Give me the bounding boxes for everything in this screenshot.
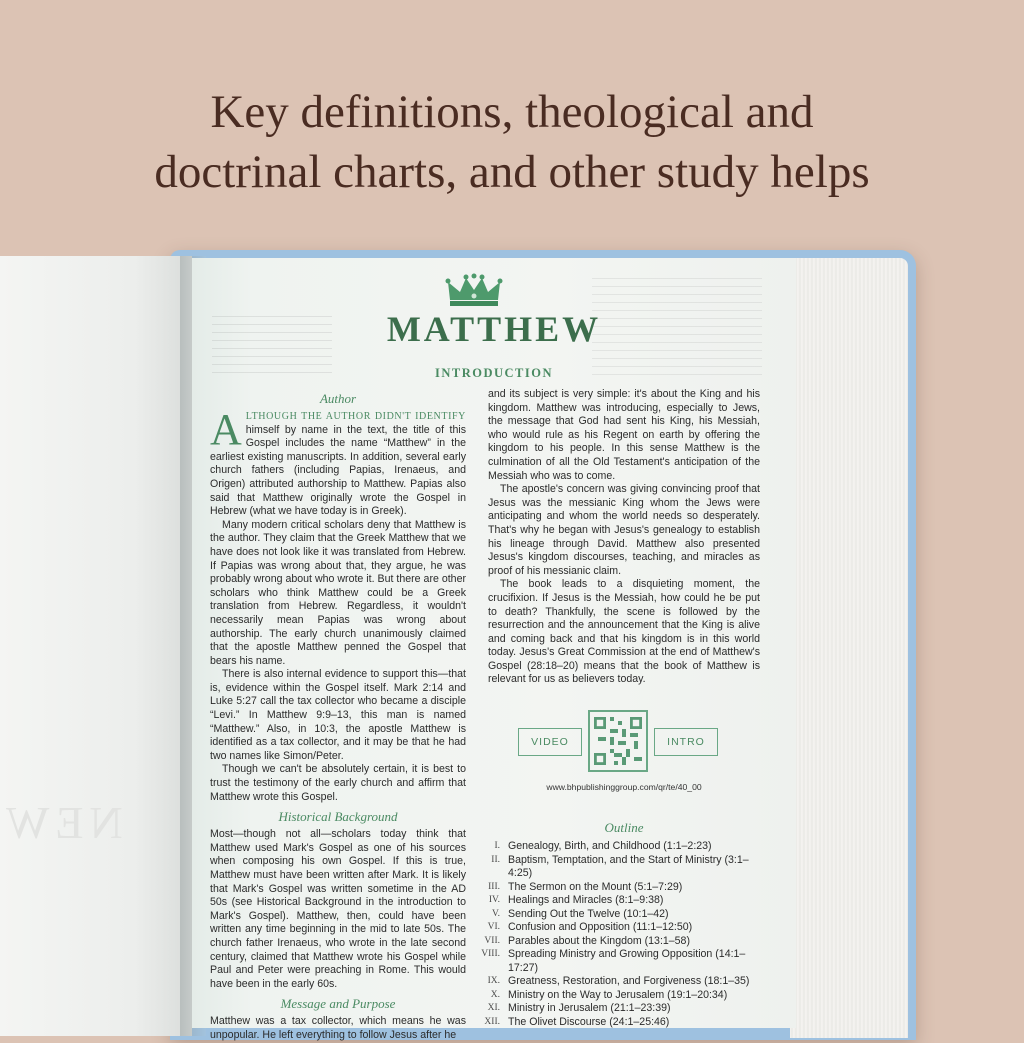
- outline-list: [480, 840, 770, 1029]
- outline-item-number: II.: [491, 854, 500, 865]
- outline-item-number: XII.: [484, 1016, 500, 1027]
- outline-item-text: The Sermon on the Mount (5:1–7:29): [508, 880, 683, 893]
- outline-item-text: Ministry in Jerusalem (21:1–23:39): [508, 1002, 671, 1014]
- message-heading: Message and Purpose: [280, 996, 396, 1012]
- crown-icon: [446, 274, 502, 308]
- outline-item: [480, 975, 770, 989]
- outline-item: [480, 908, 770, 922]
- left-page: [0, 256, 192, 1036]
- outline-item-text: Baptism, Temptation, and the Start of Ministry (3:1–4:25): [508, 853, 749, 879]
- outline-item-number: VII.: [484, 935, 500, 946]
- lead-smallcaps: LTHOUGH THE AUTHOR DIDN'T IDENTIFY: [245, 411, 466, 422]
- headline-line-2: doctrinal charts, and other study helps: [154, 146, 870, 198]
- right-paragraph-3: The book leads to a disquieting moment, the crucifixion. If Jesus is the Messiah, how could he be put to death? Thankfully, the scene is followed by the resurrection and the announcement that the King is alive and coming back and that his kingdom is in this world today. Jesus's Great Commission at the end of Matthew's Gospel (28:18–20) means that the book of Matthew is relevant for us as believers today.: [488, 578, 760, 686]
- right-page: [192, 258, 796, 1041]
- outline-item: [480, 921, 770, 935]
- outline-item: [480, 935, 770, 949]
- historical-paragraph-1: Most—though not all—scholars today think that Matthew used Mark's Gospel as one of his sources when composing his own Gospel. If this is true, Matthew must have been written after Mark. It is likely that Mark's Gospel was written sometime in the AD 50s (see Historical Background in the introduction to Mark's Gospel). Matthew, then, could have been written any time beginning in the mid to late 50s. The church father Irenaeus, who wrote in the late second century, claimed that Matthew wrote his Gospel while Paul and Peter were preaching in Rome. This would have been in the early 60s.: [210, 828, 466, 990]
- outline-item: [480, 948, 770, 975]
- historical-heading: Historical Background: [278, 809, 398, 825]
- book-title: MATTHEW: [386, 309, 602, 349]
- qr-code-icon[interactable]: [588, 710, 648, 772]
- left-column: [210, 386, 466, 1043]
- author-paragraph-2: Many modern critical scholars deny that Matthew is the author. They claim that the Greek Matthew that we have does not look like it was translated from Hebrew. If Papias was wrong about that, they argue, he was probably wrong about who wrote it. But there are other scholars who think Matthew could be a Greek translation from Hebrew. Regardless, it wouldn't necessarily mean Papias was wrong about authorship. The early church unanimously claimed that the apostle Matthew penned the Gospel that bears his name.: [210, 518, 466, 667]
- qr-video-intro[interactable]: [518, 710, 718, 776]
- qr-code-pattern: [594, 716, 642, 766]
- right-column: [488, 388, 760, 687]
- outline-item-text: Ministry on the Way to Jerusalem (19:1–20:34): [508, 988, 728, 1001]
- outline-item-text: Genealogy, Birth, and Childhood (1:1–2:23): [508, 840, 712, 852]
- outline-item-number: IV.: [488, 895, 500, 905]
- qr-left-label: VIDEO: [518, 728, 582, 756]
- author-p1-text: himself by name in the text, the title of this Gospel includes the name “Matthew” in the earliest existing manuscripts. In addition, several early church fathers (including Papias, Irenaeus, and Origen) attributed authorship to Matthew. Papias also said that Matthew originally wrote the Gospel in Hebrew (what we have today is in Greek).: [210, 423, 466, 518]
- qr-right-label: INTRO: [654, 728, 718, 756]
- outline-item: [480, 1002, 770, 1016]
- left-page-ghost-text: NEW: [0, 797, 123, 848]
- headline: [0, 82, 1024, 202]
- qr-url[interactable]: www.bhpublishinggroup.com/qr/te/40_00: [546, 782, 702, 792]
- outline-item-number: VI.: [487, 922, 500, 932]
- outline-item-text: Spreading Ministry and Growing Opposition (14:1–17:27): [508, 948, 746, 974]
- outline-heading: Outline: [604, 820, 644, 835]
- outline-item: [480, 894, 770, 908]
- author-paragraph-4: Though we can't be absolutely certain, it is best to trust the testimony of the early church and affirm that Matthew wrote this Gospel.: [210, 763, 466, 803]
- outline-item: [480, 989, 770, 1003]
- right-paragraph-1: and its subject is very simple: it's about the King and his kingdom. Matthew was introducing, especially to Jews, the message that God had sent his King, his Messiah, who would rule as his Regent on earth by offering the kingdom to his people. In this sense Matthew is the culmination of all the Old Testament's anticipation of the Messiah who was to come.: [488, 388, 760, 482]
- message-paragraph-1: Matthew was a tax collector, which means he was unpopular. He left everything to follow Jesus after he: [210, 1015, 466, 1041]
- outline-item: [480, 854, 770, 881]
- outline-item-number: XI.: [487, 1003, 500, 1013]
- outline-item: [480, 1016, 770, 1030]
- right-paragraph-2: The apostle's concern was giving convincing proof that Jesus was the messianic King whom the Jews were anticipating and whom the world needs so desperately. That's why he began with Jesus's genealogy to establish his lineage through David. Matthew also presented Jesus's kingdom discourses, teaching, and miracles as proof of his messianic claim.: [488, 483, 760, 577]
- outline-item-text: Sending Out the Twelve (10:1–42): [508, 907, 669, 920]
- outline-item: [480, 881, 770, 895]
- outline-item-number: V.: [491, 908, 500, 919]
- headline-line-1: Key definitions, theological and: [210, 86, 814, 138]
- outline-item-text: Confusion and Opposition (11:1–12:50): [508, 921, 693, 933]
- outline-item-text: Greatness, Restoration, and Forgiveness (18:1–35): [508, 975, 750, 987]
- outline-item-number: III.: [488, 881, 500, 892]
- outline-item-text: Parables about the Kingdom (13:1–58): [508, 934, 690, 947]
- outline-item-text: Healings and Miracles (8:1–9:38): [508, 894, 664, 906]
- author-heading: Author: [319, 391, 357, 406]
- outline-item-number: IX.: [487, 976, 500, 986]
- outline-item-number: I.: [494, 841, 500, 851]
- outline-item: [480, 840, 770, 854]
- section-label: INTRODUCTION: [434, 366, 553, 380]
- outline-item-number: VIII.: [481, 949, 500, 959]
- author-paragraph-1: [210, 405, 466, 519]
- outline-item-text: The Olivet Discourse (24:1–25:46): [508, 1015, 670, 1028]
- drop-cap: A: [210, 405, 242, 454]
- author-paragraph-3: There is also internal evidence to support this—that is, evidence within the Gospel itself. Mark 2:14 and Luke 5:27 call the tax collector who became a disciple “Levi.” In Matthew 9:9–13, this man is named “Matthew.” Also, in 10:3, the apostle Matthew is identified as a tax collector, and it may be that he had two names like Simon/Peter.: [210, 668, 466, 762]
- page-edges: [790, 258, 908, 1038]
- outline-item-number: X.: [490, 989, 500, 1000]
